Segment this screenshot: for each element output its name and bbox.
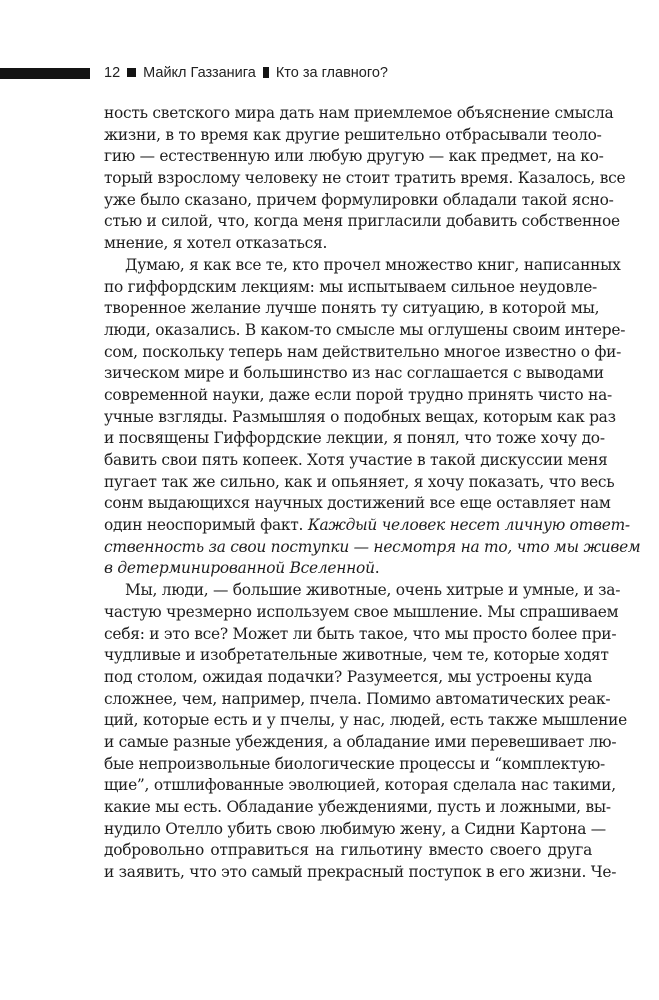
text-line: под столом, ожидая подачки? Разумеется, мы устроены куда	[104, 667, 592, 686]
italic-emphasis: в детерминированной Вселенной	[104, 559, 375, 578]
text-line: зическом мире и большинство из нас соглашается с выводами	[104, 364, 604, 383]
body-text	[104, 103, 641, 884]
text-line: чудливые и изобретательные животные, чем те, которые ходят	[104, 646, 609, 665]
text-line: торый взрослому человеку не стоит тратить время. Казалось, все	[104, 169, 626, 188]
text-line: гию — естественную или любую другую — как предмет, на ко-	[104, 147, 604, 166]
text-line: себя: и это все? Может ли быть такое, что мы просто более при-	[104, 624, 617, 643]
text-line: по гиффордским лекциям: мы испытываем сильное неудовле-	[104, 277, 597, 296]
text-line: частую чрезмерно используем свое мышление. Мы спрашиваем	[104, 602, 619, 621]
text-line: Думаю, я как все те, кто прочел множество книг, написанных	[125, 255, 621, 274]
text-line: уже было сказано, причем формулировки обладали такой ясно-	[104, 190, 614, 209]
text-line: жизни, в то время как другие решительно отбрасывали теоло-	[104, 125, 602, 144]
text-line: и самые разные убеждения, а обладание ими перевешивает лю-	[104, 732, 617, 751]
text-line: стью и силой, что, когда меня пригласили добавить собственное	[104, 212, 620, 231]
text-line: люди, оказались. В каком-то смысле мы оглушены своим интере-	[104, 320, 626, 339]
text-line: бавить свои пять копеек. Хотя участие в такой дискуссии меня	[104, 451, 608, 469]
paragraph	[104, 255, 641, 580]
text-line	[104, 558, 592, 580]
text-line: учные взгляды. Размышляя о подобных вещах, которым как раз	[104, 407, 616, 426]
text-line: какие мы есть. Обладание убеждениями, пусть и ложными, вы-	[104, 798, 611, 816]
running-head-text	[104, 62, 388, 84]
text-run: .	[374, 559, 380, 578]
paragraph	[104, 580, 628, 884]
text-line: нудило Отелло убить свою любимую жену, а Сидни Картона —	[104, 819, 606, 838]
text-line: пугает так же сильно, как и опьяняет, я хочу показать, что весь	[104, 472, 615, 491]
text-line: современной науки, даже если порой трудно принять чисто на-	[104, 385, 612, 404]
text-line: щие”, отшлифованные эволюцией, которая сделала нас такими,	[104, 776, 616, 795]
text-line: сонм выдающихся научных достижений все еще оставляет нам	[104, 494, 611, 513]
text-line: и посвящены Гиффордские лекции, я понял, что тоже хочу до-	[104, 429, 605, 448]
text-line: сом, поскольку теперь нам действительно многое известно о фи-	[104, 342, 622, 361]
paragraph	[104, 103, 626, 255]
text-run: один неоспоримый факт.	[104, 516, 308, 535]
italic-emphasis: Каждый человек несет личную ответ-	[307, 516, 630, 535]
book-author: Майкл Газзанига	[143, 65, 256, 81]
text-line: ций, которые есть и у пчелы, у нас, людей, есть также мышление	[104, 711, 628, 730]
book-title: Кто за главного?	[275, 65, 388, 81]
text-line: добровольно отправиться на гильотину вместо своего друга	[104, 841, 592, 860]
text-line: ность светского мира дать нам приемлемое объяснение смысла	[104, 104, 614, 122]
running-head	[0, 62, 659, 82]
square-separator-icon	[127, 68, 136, 77]
text-line	[104, 515, 630, 537]
text-line: Мы, люди, — большие животные, очень хитрые и умные, и за-	[125, 581, 621, 600]
header-bar-decoration	[0, 68, 90, 79]
text-line: и заявить, что это самый прекрасный поступок в его жизни. Че-	[104, 863, 617, 882]
text-line: творенное желание лучше понять ту ситуацию, в которой мы,	[104, 299, 600, 318]
italic-emphasis-line: ственность за свои поступки — несмотря на то, что мы живем	[104, 537, 641, 556]
bar-separator-icon	[263, 67, 269, 78]
text-line: бые непроизвольные биологические процессы и “комплектую-	[104, 754, 606, 773]
text-line: сложнее, чем, например, пчела. Помимо автоматических реак-	[104, 689, 611, 708]
text-line: мнение, я хотел отказаться.	[104, 234, 328, 253]
page-number: 12	[104, 65, 121, 81]
